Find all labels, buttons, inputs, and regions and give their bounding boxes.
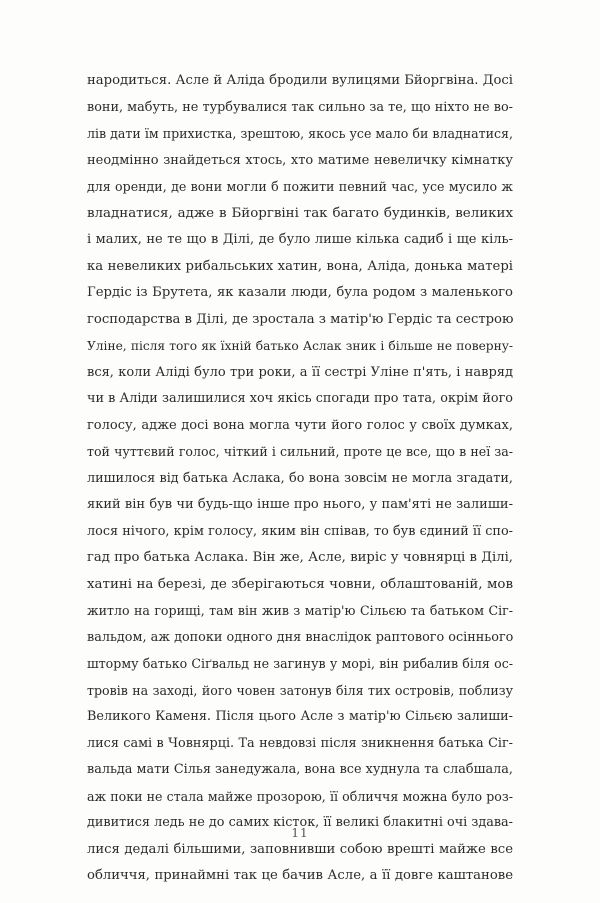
text-line: хатині на березі, де зберігаються човни, облаштованій, мов: [87, 576, 513, 592]
text-line: вся, коли Аліді було три роки, а її сестрі Уліне п'ять, і навряд: [87, 364, 513, 380]
text-line: і малих, не те що в Ділі, де було лише кілька садиб і ще кіль-: [87, 232, 513, 247]
text-line: шторму батько Сіґвальд не загинув у морі, він рибалив біля ос-: [87, 656, 513, 671]
text-line: який він був чи будь-що інше про нього, у пам'яті не залиши-: [87, 497, 513, 512]
text-line: той чуттєвий голос, чіткий і сильний, проте це все, що в неї за-: [87, 444, 513, 459]
text-line: житло на горищі, там він жив з матір'ю Сільєю та батьком Сіг-: [87, 603, 513, 618]
body-text: [87, 68, 513, 890]
text-line: вальда мати Сілья занедужала, вона все худнула та слабшала,: [87, 762, 513, 777]
text-line: лишилося від батька Аслака, бо вона зовсім не могла згадати,: [87, 470, 513, 486]
text-line: Гердіс із Брутета, як казали люди, була родом з маленького: [87, 285, 513, 300]
text-line: лося нічого, крім голосу, яким він співав, то був єдиний її спо-: [87, 523, 513, 539]
text-line: тровів на заході, його човен затонув біля тих островів, поблизу: [87, 682, 513, 698]
text-line: Уліне, після того як їхній батько Аслак зник і більше не поверну-: [87, 339, 513, 353]
text-line: для оренди, де вони могли б пожити певний час, усе мусило ж: [87, 179, 513, 194]
text-line: господарства в Ділі, де зростала з матір'ю Гердіс та сестрою: [87, 311, 513, 327]
text-line: лися дедалі більшими, заповнивши собою врешті майже все: [87, 841, 513, 857]
page-number: 11: [291, 826, 309, 840]
text-line: ка невеликих рибальських хатин, вона, Аліда, донька матері: [87, 258, 513, 274]
text-line: вальдом, аж допоки одного дня внаслідок раптового осіннього: [87, 629, 513, 645]
text-line: лися самі в Човнярці. Та невдовзі після зникнення батька Сіг-: [87, 735, 513, 751]
text-line: народиться. Асле й Аліда бродили вулицями Бйоргвіна. Досі: [87, 73, 513, 88]
text-line: неодмінно знайдеться хтось, хто матиме невеличку кімнатку: [87, 152, 513, 168]
text-line: голосу, адже досі вона могла чути його голос у своїх думках,: [87, 417, 513, 433]
text-line: аж поки не стала майже прозорою, її обличчя можна було роз-: [87, 788, 513, 804]
text-line: чи в Аліди залишилися хоч якісь спогади про тата, окрім його: [87, 391, 513, 406]
text-line: Великого Каменя. Після цього Асле з матір'ю Сільєю залиши-: [87, 709, 513, 724]
text-line: гад про батька Аслака. Він же, Асле, виріс у човнярці в Ділі,: [87, 550, 513, 565]
text-line: дивитися ледь не до самих кісток, її великі блакитні очі здава-: [87, 815, 513, 830]
text-line: лів дати їм прихистка, зрештою, якось усе мало би владнатися,: [87, 126, 513, 141]
text-line: обличчя, принаймні так це бачив Асле, а її довге каштанове: [87, 868, 513, 883]
text-line: владнатися, адже в Бйоргвіні так багато будинків, великих: [87, 205, 513, 221]
text-line: вони, мабуть, не турбувалися так сильно за те, що ніхто не во-: [87, 99, 513, 115]
